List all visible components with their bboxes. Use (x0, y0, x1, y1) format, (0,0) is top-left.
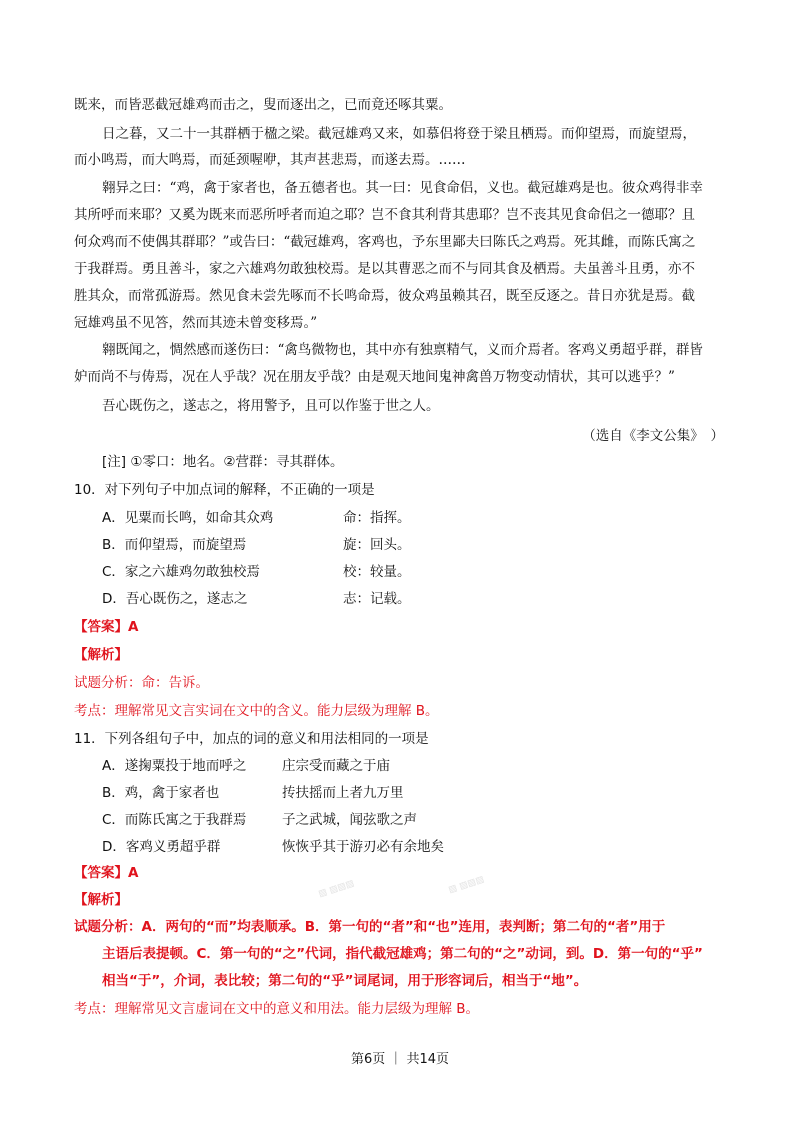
passage-source: （选自《李文公集》 ） (582, 428, 724, 444)
option-right: 抟扶摇而上者九万里 (282, 785, 404, 801)
question-10-answer: 【答案】A (74, 619, 139, 635)
option-right: 子之武城，闻弦歌之声 (282, 812, 417, 828)
option-left: C．而陈氏寓之于我群焉 (102, 812, 247, 828)
question-10-analysis: 试题分析：命：告诉。 (74, 675, 209, 691)
option-definition: 志：记载。 (343, 591, 411, 607)
passage-line: 日之暮，又二十一其群栖于楹之梁。截冠雄鸡又来，如慕侣将登于梁且栖焉。而仰望焉，而旋望焉， (102, 126, 696, 142)
passage-line: 何众鸡而不使偶其群耶？”或告曰：“截冠雄鸡，客鸡也，予东里鄙夫曰陈氏之鸡焉。死其雌，而陈氏寓之 (74, 234, 696, 250)
option-text: B．而仰望焉，而旋望焉 (102, 537, 247, 553)
question-11-point: 考点：理解常见文言虚词在文中的意义和用法。能力层级为理解 B。 (74, 1001, 480, 1017)
annotation-note: [注] ①零口：地名。②营群：寻其群体。 (102, 454, 344, 470)
passage-line: 其所呼而来耶？又奚为既来而恶所呼者而迫之耶？岂不食其利背其患耶？岂不丧其见食命侣之一德耶？且 (74, 207, 695, 223)
passage-line: 既来，而皆恶截冠雄鸡而击之，叟而逐出之，已而竟还啄其粟。 (74, 97, 452, 113)
passage-line: 吾心既伤之，遂志之，将用警予，且可以作鉴于世之人。 (102, 398, 440, 414)
question-10-point: 考点：理解常见文言实词在文中的含义。能力层级为理解 B。 (74, 703, 439, 719)
question-10-analysis-label: 【解析】 (74, 647, 128, 663)
option-definition: 命：指挥。 (343, 510, 411, 526)
passage-line: 而小鸣焉，而大鸣焉，而延颈喔咿，其声甚悲焉，而遂去焉。…… (74, 152, 466, 168)
question-11-stem: 11．下列各组句子中，加点的词的意义和用法相同的一项是 (74, 731, 429, 747)
option-text: A．见粟而长鸣，如命其众鸡 (102, 510, 274, 526)
passage-line: 翱异之曰：“鸡，禽于家者也，备五德者也。其一曰：见食命侣，义也。截冠雄鸡是也。彼众鸡得非幸 (102, 180, 703, 196)
passage-line: 胜其众，而常孤游焉。然见食未尝先啄而不长鸣命焉，彼众鸡虽赖其召，既至反逐之。昔日亦犹是焉。截 (74, 288, 695, 304)
option-text: D．吾心既伤之，遂志之 (102, 591, 248, 607)
watermark: ▨ ▨▨▨ (317, 878, 356, 900)
option-left: B．鸡，禽于家者也 (102, 785, 220, 801)
page-footer: 第6页 ｜ 共14页 (350, 1052, 450, 1067)
passage-line: 妒而尚不与俦焉，况在人乎哉？况在朋友乎哉？由是观天地间鬼神禽兽万物变动情状，其可以逃乎？” (74, 369, 675, 385)
question-11-analysis-label: 【解析】 (74, 892, 128, 908)
option-left: D．客鸡义勇超乎群 (102, 839, 221, 855)
question-11-analysis-line: 试题分析：A．两句的“而”均表顺承。B．第一句的“者”和“也”连用，表判断；第二句的“者”用于 (74, 919, 666, 935)
option-left: A．遂掬粟投于地而呼之 (102, 758, 247, 774)
question-11-answer: 【答案】A (74, 865, 139, 881)
option-definition: 校：较量。 (343, 564, 411, 580)
question-11-analysis-line: 相当“于”，介词，表比较；第二句的“乎”词尾词，用于形容词后，相当于“地”。 (102, 973, 588, 989)
question-10-stem: 10．对下列句子中加点词的解释，不正确的一项是 (74, 482, 375, 498)
passage-line: 于我群焉。勇且善斗，家之六雄鸡勿敢独校焉。是以其曹恶之而不与同其食及栖焉。夫虽善斗且勇，亦不 (74, 261, 695, 277)
passage-line: 冠雄鸡虽不见答，然而其迹未曾变移焉。” (74, 315, 318, 331)
option-right: 恢恢乎其于游刃必有余地矣 (282, 839, 444, 855)
watermark: ▨ ▨▨▨ (447, 874, 486, 896)
option-definition: 旋：回头。 (343, 537, 411, 553)
option-text: C．家之六雄鸡勿敢独校焉 (102, 564, 260, 580)
question-11-analysis-line: 主语后表提顿。C．第一句的“之”代词，指代截冠雄鸡；第二句的“之”动词，到。D．第一句的“乎” (102, 946, 703, 962)
passage-line: 翱既闻之，惆然感而遂伤曰：“禽鸟微物也，其中亦有独禀精气，义而介焉者。客鸡义勇超乎群，群皆 (102, 342, 703, 358)
option-right: 庄宗受而藏之于庙 (282, 758, 390, 774)
